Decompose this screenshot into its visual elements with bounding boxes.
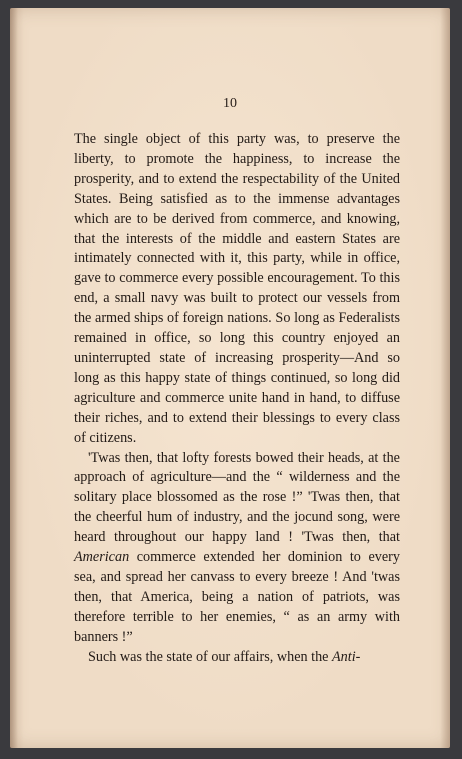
paragraph-2-text-b: commerce extended her dominion to every sea, and spread her canvass to every breeze ! And 'twas then, that America, being a nation of patriots, was therefore terrible to her enemies, “ as an army with banners !”: [74, 549, 400, 645]
page-gutter-shadow: [10, 8, 18, 748]
paragraph-2-text-a: 'Twas then, that lofty forests bowed their heads, at the approach of agriculture—and the “ wilderness and the solitary place blossomed as the rose !” 'Twas then, that the cheerful hum of industry, and the jocund song, were heard throughout our happy land ! 'Twas then, that: [74, 449, 400, 546]
paragraph-3-text: Such was the state of our affairs, when the: [88, 648, 333, 665]
paragraph-1-text: The single object of this party was, to preserve the liberty, to promote the happiness, to increase the prosperity, and to extend the respectability of the United States. Being satisfied as to the immense advantages which are to be derived from commerce, and knowing, that the interests of the middle and eastern States are intimately connected with it, this party, while in office, gave to commerce every possible encouragement. To this end, a small navy was built to protect our vessels from the armed ships of foreign nations. So long as Federalists remained in office, so long this country enjoyed an uninterrupted state of increasing prosperity—And so long as this happy state of things continued, so long did agriculture and commerce unite hand in hand, to diffuse their riches, and to extend their blessings to every class of citizens.: [74, 131, 400, 446]
paragraph-2-italic-american: American: [74, 549, 130, 566]
body-text: [74, 130, 400, 667]
book-page: [10, 8, 450, 748]
paragraph-1: [74, 130, 400, 449]
paragraph-3: [74, 648, 400, 668]
page-edge-shadow: [440, 8, 450, 748]
paragraph-2: [74, 449, 400, 648]
paragraph-3-italic-anti: Anti-: [332, 648, 361, 665]
page-number: 10: [223, 96, 237, 111]
